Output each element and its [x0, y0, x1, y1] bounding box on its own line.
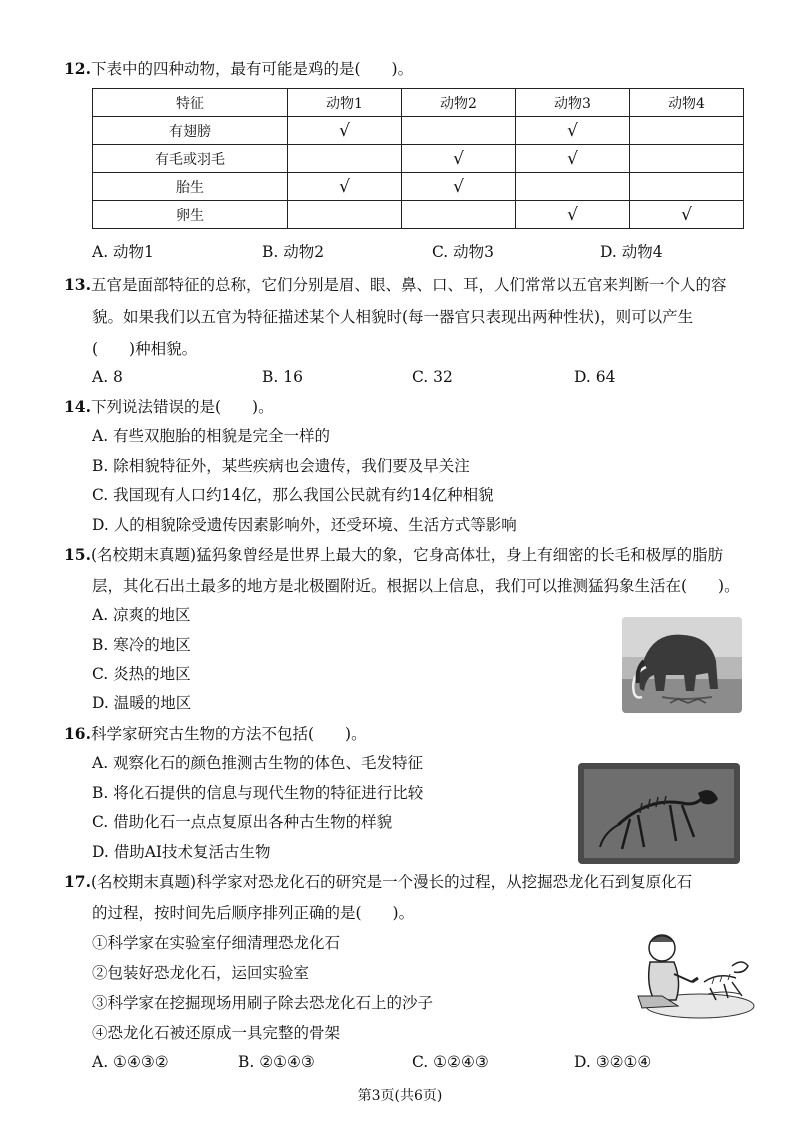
option-a[interactable]: A. ①④③② [92, 1053, 169, 1071]
table-row [93, 173, 744, 201]
option-a[interactable]: A. 有些双胞胎的相貌是完全一样的 [92, 427, 331, 445]
option-b[interactable]: B. ②①④③ [238, 1053, 315, 1071]
check-cell [516, 173, 630, 201]
source-tag: (名校期末真题) [90, 546, 197, 564]
option-d[interactable]: D. 温暖的地区 [92, 694, 192, 712]
q13-line-3: ( )种相貌。 [92, 340, 198, 358]
option-c[interactable]: C. 32 [412, 368, 453, 386]
question-number: 13. [64, 275, 91, 294]
option-c[interactable]: C. 炎热的地区 [92, 665, 191, 683]
option-c[interactable]: C. 我国现有人口约14亿，那么我国公民就有约14亿种相貌 [92, 486, 494, 504]
option-d[interactable]: D. 人的相貌除受遗传因素影响外，还受环境、生活方式等影响 [92, 516, 517, 534]
check-cell [402, 201, 516, 229]
scientist-digging-icon [628, 922, 756, 1022]
option-a[interactable]: A. 8 [92, 368, 123, 386]
table-header: 动物1 [288, 89, 402, 117]
trait-cell: 胎生 [93, 173, 288, 201]
step-2: ②包装好恐龙化石，运回实验室 [92, 964, 310, 982]
option-a[interactable]: A. 动物1 [92, 243, 154, 261]
fossil-icon [578, 763, 740, 864]
check-cell: √ [630, 201, 744, 229]
option-c[interactable]: C. 借助化石一点点复原出各种古生物的样貌 [92, 813, 393, 831]
table-header-row [93, 89, 744, 117]
table-row [93, 145, 744, 173]
check-cell [402, 117, 516, 145]
option-d[interactable]: D. 64 [574, 368, 616, 386]
check-cell [630, 173, 744, 201]
source-tag: (名校期末真题) [90, 873, 197, 891]
option-b[interactable]: B. 将化石提供的信息与现代生物的特征进行比较 [92, 784, 424, 802]
table-header: 动物4 [630, 89, 744, 117]
table-header: 特征 [93, 89, 288, 117]
check-cell [630, 145, 744, 173]
check-cell: √ [288, 173, 402, 201]
trait-cell: 卵生 [93, 201, 288, 229]
trait-cell: 有毛或羽毛 [93, 145, 288, 173]
step-4: ④恐龙化石被还原成一具完整的骨架 [92, 1024, 341, 1042]
question-text: 猛犸象曾经是世界上最大的象，它身高体壮，身上有细密的长毛和极厚的脂肪 [196, 546, 724, 564]
question-number: 12. [64, 59, 91, 78]
check-cell [288, 201, 402, 229]
fossil-image [578, 763, 740, 864]
step-1: ①科学家在实验室仔细清理恐龙化石 [92, 934, 341, 952]
q14-stem [64, 396, 274, 418]
q15-line-2: 层，其化石出土最多的地方是北极圈附近。根据以上信息，我们可以推测猛犸象生活在( )。 [92, 577, 740, 595]
table-header: 动物3 [516, 89, 630, 117]
check-cell [288, 145, 402, 173]
mammoth-icon [622, 617, 742, 713]
table-row [93, 117, 744, 145]
question-number: 15. [64, 545, 91, 564]
question-text: 下列说法错误的是( )。 [90, 398, 274, 416]
excavation-image [628, 922, 756, 1022]
q15-line-1 [64, 544, 723, 566]
check-cell [630, 117, 744, 145]
q12-stem [64, 58, 413, 80]
page-number: 第3页(共6页) [357, 1088, 443, 1104]
trait-cell: 有翅膀 [93, 117, 288, 145]
option-b[interactable]: B. 动物2 [262, 243, 325, 261]
option-d[interactable]: D. ③②①④ [574, 1053, 652, 1071]
question-number: 16. [64, 724, 91, 743]
option-c[interactable]: C. 动物3 [432, 243, 495, 261]
question-text: 科学家研究古生物的方法不包括( )。 [90, 725, 367, 743]
check-cell: √ [288, 117, 402, 145]
option-a[interactable]: A. 凉爽的地区 [92, 606, 191, 624]
mammoth-image [622, 617, 742, 713]
check-cell: √ [516, 117, 630, 145]
check-cell: √ [402, 145, 516, 173]
check-cell: √ [516, 201, 630, 229]
q13-line-1 [64, 274, 726, 296]
question-number: 14. [64, 397, 91, 416]
option-b[interactable]: B. 除相貌特征外，某些疾病也会遗传，我们要及早关注 [92, 457, 470, 475]
q17-line-1 [64, 871, 692, 893]
table-header: 动物2 [402, 89, 516, 117]
option-b[interactable]: B. 16 [262, 368, 303, 386]
question-number: 17. [64, 872, 91, 891]
question-text: 五官是面部特征的总称，它们分别是眉、眼、鼻、口、耳，人们常常以五官来判断一个人的容 [90, 276, 727, 294]
trait-table [92, 88, 744, 229]
step-3: ③科学家在挖掘现场用刷子除去恐龙化石上的沙子 [92, 994, 434, 1012]
option-c[interactable]: C. ①②④③ [412, 1053, 489, 1071]
option-d[interactable]: D. 动物4 [600, 243, 663, 261]
q13-line-2: 貌。如果我们以五官为特征描述某个人相貌时(每一器官只表现出两种性状)，则可以产生 [92, 308, 694, 326]
check-cell: √ [402, 173, 516, 201]
option-a[interactable]: A. 观察化石的颜色推测古生物的体色、毛发特征 [92, 754, 424, 772]
check-cell: √ [516, 145, 630, 173]
table-row [93, 201, 744, 229]
option-b[interactable]: B. 寒冷的地区 [92, 636, 191, 654]
option-d[interactable]: D. 借助AI技术复活古生物 [92, 843, 271, 861]
q16-stem [64, 723, 367, 745]
q17-line-2: 的过程，按时间先后顺序排列正确的是( )。 [92, 904, 415, 922]
question-text: 科学家对恐龙化石的研究是一个漫长的过程，从挖掘恐龙化石到复原化石 [196, 873, 693, 891]
question-text: 下表中的四种动物，最有可能是鸡的是( )。 [90, 60, 414, 78]
